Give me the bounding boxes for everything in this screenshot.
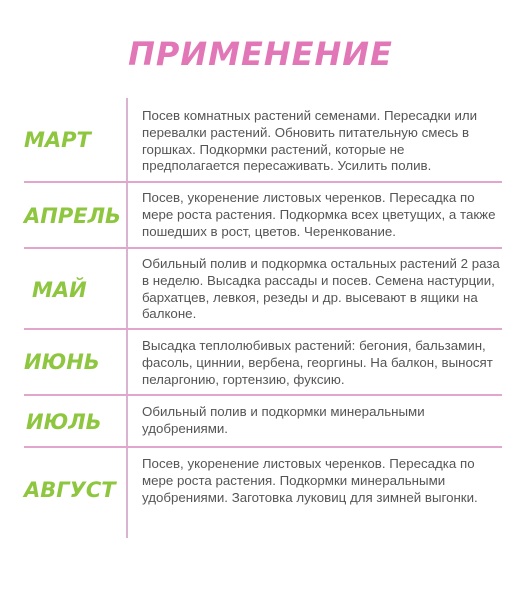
calendar-row-april (24, 190, 502, 245)
month-label: АВГУСТ (24, 478, 116, 502)
calendar-row-june (24, 337, 502, 392)
month-label: АПРЕЛЬ (24, 204, 122, 228)
month-description: Высадка теплолюбивых растений: бегония, бальзамин, фасоль, циннии, вербена, георгины. На балкон, выносят пеларгонию, гортензию, фуксию. (142, 338, 493, 387)
month-description: Обильный полив и подкормки минеральными удобрениями. (142, 404, 425, 436)
row-divider (24, 446, 502, 448)
calendar-row-may (24, 256, 502, 326)
row-divider (24, 181, 502, 183)
page-title: ПРИМЕНЕНИЕ (128, 35, 393, 73)
row-divider (24, 394, 502, 396)
month-label: ИЮЛЬ (26, 410, 102, 434)
calendar-row-august (24, 456, 502, 528)
row-divider (24, 328, 502, 330)
calendar-row-july (24, 403, 502, 441)
month-label: МАРТ (24, 128, 91, 152)
month-description: Обильный полив и подкормка остальных растений 2 раза в неделю. Высадка рассады и посев. Семена настурции, бархатцев, левкоя, резеды и др. высевают в ящики на балконе. (142, 256, 500, 322)
month-description: Посев комнатных растений семенами. Пересадки или перевалки растений. Обновить питательную смесь в горшках. Подкормки растений, которые не предполагается пересаживать. Усилить полив. (142, 108, 478, 174)
month-description: Посев, укоренение листовых черенков. Пересадка по мере роста растения. Подкормки минеральными удобрениями. Заготовка луковиц для зимней выгонки. (142, 456, 478, 505)
month-label: ИЮНЬ (24, 350, 100, 374)
row-divider (24, 247, 502, 249)
month-description: Посев, укоренение листовых черенков. Пересадка по мере роста растения. Подкормка всех цветущих, а также пошедших в рост, цветов. Черенкование. (142, 190, 496, 239)
month-label: МАЙ (32, 278, 87, 302)
calendar-row-march (24, 106, 502, 176)
